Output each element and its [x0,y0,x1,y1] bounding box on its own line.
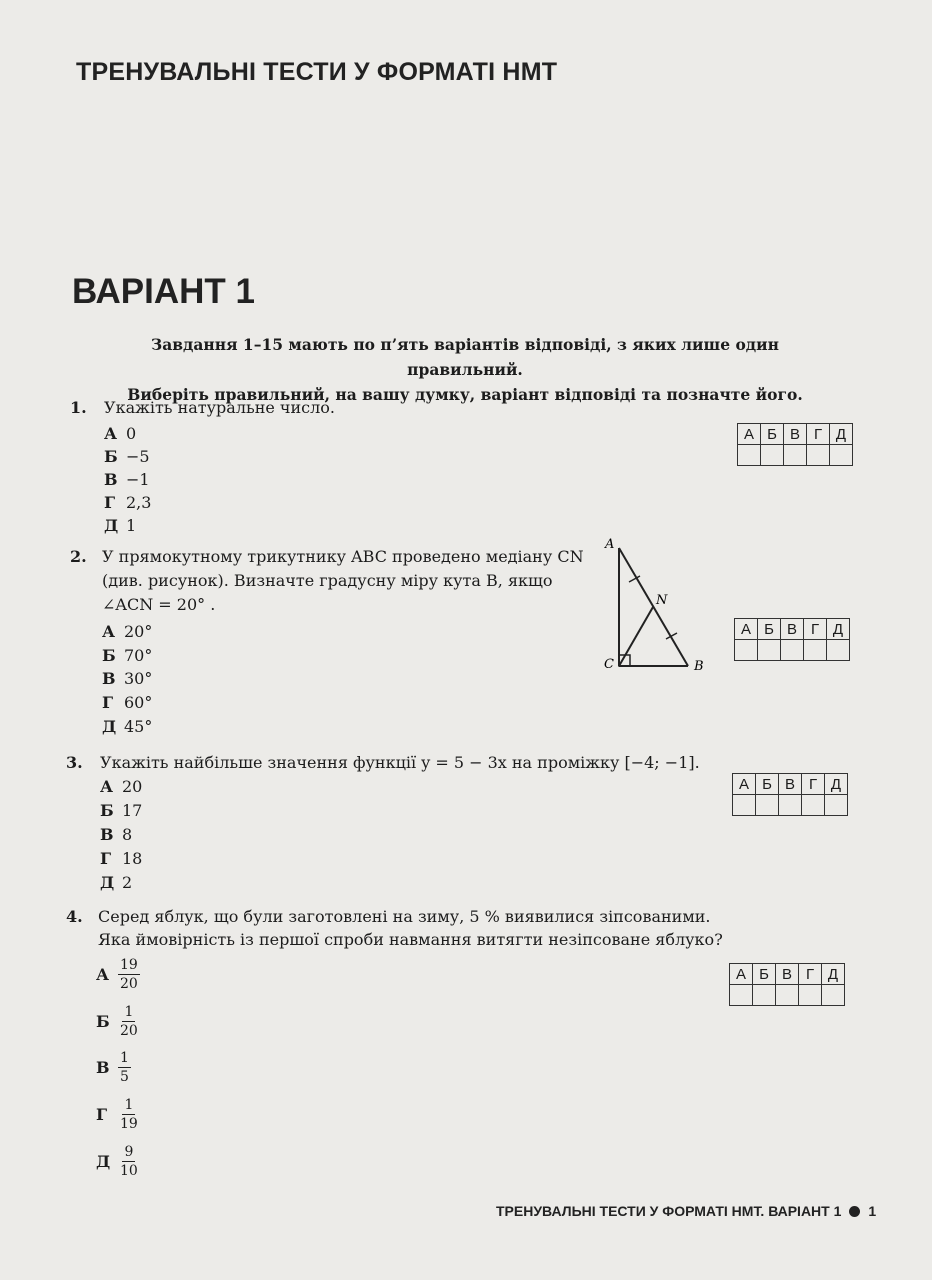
option-b: Б $\frac{1}{20}$ [96,1004,138,1039]
fraction: $\frac{9}{10}$ [120,1144,138,1179]
grid-letter: В [776,964,799,985]
option-d: Г 60° [102,693,153,712]
answer-cell-b[interactable] [756,795,779,816]
task-text-line-1: Серед яблук, що були заготовлені на зиму, 5 % виявилися зіпсованими. [98,907,711,926]
fraction: $\frac{1}{19}$ [120,1097,138,1132]
grid-letter: А [730,964,753,985]
grid-letter: В [784,424,807,445]
answer-cell-d[interactable] [802,795,825,816]
task-text: Укажіть натуральне число. [104,398,336,417]
option-e: Д 1 [104,516,137,535]
median-cn [619,607,653,666]
option-e: Д 2 [100,873,133,892]
grid-letter: Д [827,619,850,640]
answer-cell-e[interactable] [825,795,848,816]
variant-title: ВАРІАНТ 1 [72,272,255,311]
option-b: Б 17 [100,801,143,820]
option-a: А 0 [104,424,137,443]
triangle-figure [596,534,716,674]
option-d: Г $\frac{1}{19}$ [96,1097,138,1132]
answer-cell-a[interactable] [738,445,761,466]
answer-cell-d[interactable] [807,445,830,466]
answer-grid [737,423,853,466]
fraction: $\frac{1}{5}$ [120,1050,129,1085]
option-d: Г 2,3 [104,493,152,512]
answer-cell-c[interactable] [781,640,804,661]
option-c: В 30° [102,669,153,688]
label-b: B [694,659,704,674]
grid-letter: Г [807,424,830,445]
task-text: Укажіть найбільше значення функції y = 5 − 3x на проміжку [−4; −1]. [100,753,700,772]
answer-cell-c[interactable] [779,795,802,816]
answer-cell-c[interactable] [784,445,807,466]
grid-letter: Д [822,964,845,985]
task-number: 1. [70,398,87,417]
footer-text: ТРЕНУВАЛЬНІ ТЕСТИ У ФОРМАТІ НМТ. ВАРІАНТ 1 [496,1203,842,1219]
grid-letter: Б [753,964,776,985]
answer-cell-e[interactable] [830,445,853,466]
option-e: Д $\frac{9}{10}$ [96,1144,138,1179]
answer-cell-b[interactable] [761,445,784,466]
task-text-line-2: Яка ймовірність із першої спроби навмання витягти незіпсоване яблуко? [98,930,723,949]
instructions-line-1: Завдання 1–15 мають по п’ять варіантів відповіді, з яких лише один правильний. [151,335,779,379]
answer-grid [729,963,845,1006]
option-c: В −1 [104,470,150,489]
grid-letter: В [779,774,802,795]
answer-cell-b[interactable] [758,640,781,661]
option-c: В $\frac{1}{5}$ [96,1050,129,1085]
grid-letter: Г [804,619,827,640]
task-number: 2. [70,547,87,566]
grid-letter: Г [799,964,822,985]
option-b: Б −5 [104,447,150,466]
option-c: В 8 [100,825,133,844]
task-text-line-1: У прямокутному трикутнику ABC проведено медіану CN [102,547,584,566]
task-number: 3. [66,753,83,772]
option-e: Д 45° [102,717,153,736]
label-n: N [656,593,668,608]
grid-letter: Б [756,774,779,795]
label-a: A [605,537,615,552]
label-c: C [604,657,614,672]
option-d: Г 18 [100,849,143,868]
option-a: А 20° [102,622,153,641]
option-a: А 20 [100,777,143,796]
grid-letter: Д [825,774,848,795]
page-footer [496,1203,876,1219]
grid-letter: Б [758,619,781,640]
answer-cell-e[interactable] [822,985,845,1006]
page-header: ТРЕНУВАЛЬНІ ТЕСТИ У ФОРМАТІ НМТ [76,58,558,86]
grid-letter: Г [802,774,825,795]
answer-cell-d[interactable] [799,985,822,1006]
answer-cell-a[interactable] [735,640,758,661]
task-number: 4. [66,907,83,926]
bullet-icon [849,1206,860,1217]
fraction: $\frac{1}{20}$ [120,1004,138,1039]
grid-letter: А [738,424,761,445]
option-a: А $\frac{19}{20}$ [96,957,138,992]
task-text-line-2: (див. рисунок). Визначте градусну міру кута B, якщо [102,571,553,590]
grid-letter: В [781,619,804,640]
option-b: Б 70° [102,646,153,665]
answer-grid [734,618,850,661]
answer-cell-b[interactable] [753,985,776,1006]
page-number: 1 [868,1203,877,1219]
grid-letter: Б [761,424,784,445]
answer-cell-a[interactable] [733,795,756,816]
grid-letter: А [735,619,758,640]
task-text-line-3: ∠ACN = 20° . [102,595,216,614]
answer-cell-c[interactable] [776,985,799,1006]
fraction: $\frac{19}{20}$ [120,957,138,992]
answer-grid [732,773,848,816]
answer-cell-d[interactable] [804,640,827,661]
grid-letter: А [733,774,756,795]
answer-cell-a[interactable] [730,985,753,1006]
instructions-line-2: Виберіть правильний, на вашу думку, варіант відповіді та позначте його. [127,385,803,404]
grid-letter: Д [830,424,853,445]
answer-cell-e[interactable] [827,640,850,661]
